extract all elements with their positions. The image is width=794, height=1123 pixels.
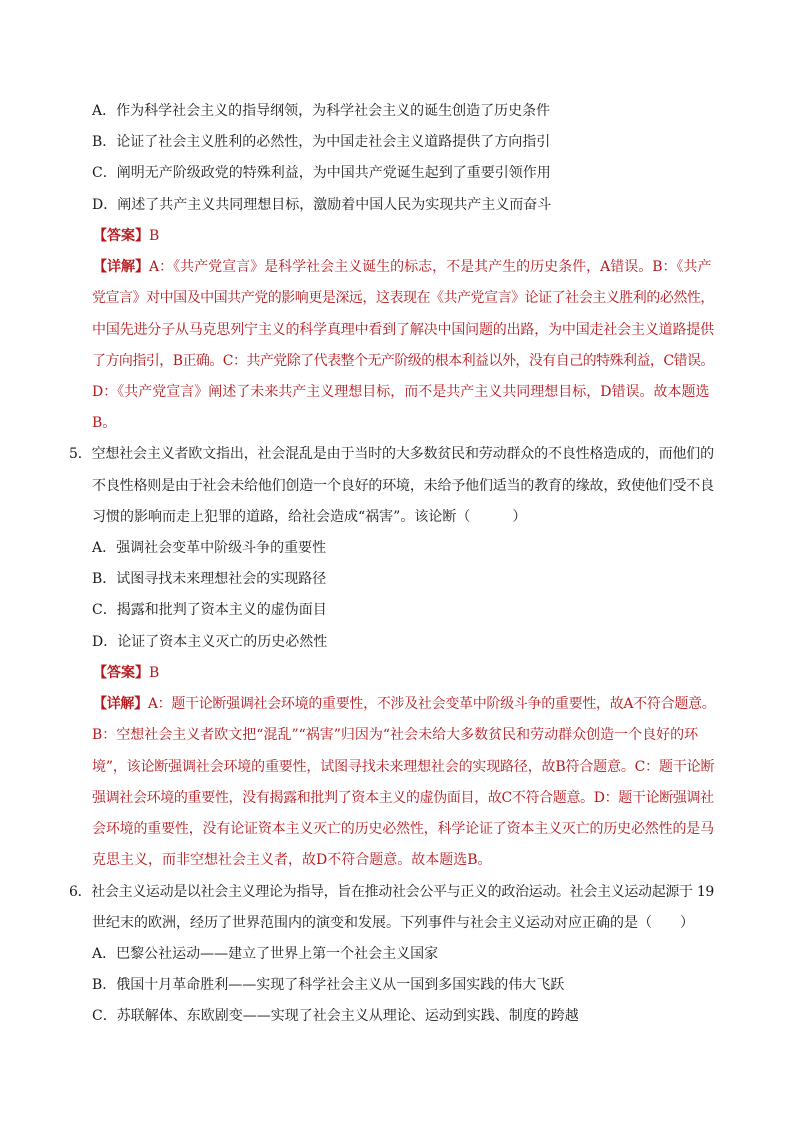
q6-stem-line-2: 世纪末的欧洲，经历了世界范围内的演变和发展。下列事件与社会主义运动对应正确的是（ ）: [92, 915, 694, 931]
q5-explanation-line-4: 强调社会环境的重要性，没有揭露和批判了资本主义的虚伪面目，故C不符合题意。D：题干论断强调社: [92, 790, 714, 806]
q4-explanation-line-6: B。: [92, 415, 117, 431]
q5-stem-line-2: 不良性格则是由于社会未给他们创造一个良好的环境，未给予他们适当的教育的缘故，致使他们受不良: [92, 478, 714, 494]
q4-option-d: D．阐述了共产主义共同理想目标，激励着中国人民为实现共产主义而奋斗: [92, 197, 552, 213]
q5-explanation-line-6: 克思主义，而非空想社会主义者，故D不符合题意。故本题选B。: [92, 852, 492, 868]
q6-option-a: A．巴黎公社运动——建立了世界上第一个社会主义国家: [92, 946, 439, 962]
q4-option-b: B．论证了社会主义胜利的必然性，为中国走社会主义道路提供了方向指引: [92, 134, 551, 150]
q5-explanation-line-2: B：空想社会主义者欧文把“混乱”“祸害”归因为“社会未给大多数贫民和劳动群众创造一个良好的环: [92, 727, 699, 743]
answer-value: B: [149, 228, 160, 244]
q5-stem-line-3: 习惯的影响而走上犯罪的道路，给社会造成“祸害”。该论断（ ）: [92, 509, 527, 525]
q6-option-b: B．俄国十月革命胜利——实现了科学社会主义从一国到多国实践的伟大飞跃: [92, 977, 565, 993]
q4-answer: [93, 226, 159, 248]
q4-option-a: A．作为科学社会主义的指导纲领，为科学社会主义的诞生创造了历史条件: [92, 103, 551, 119]
answer-label: 【答案】: [93, 665, 149, 681]
q5-option-b: B．试图寻找未来理想社会的实现路径: [92, 571, 327, 587]
q5-explanation-line-3: 境”，该论断强调社会环境的重要性，试图寻找未来理想社会的实现路径，故B符合题意。C：题干论断: [92, 759, 715, 775]
answer-label: 【答案】: [93, 228, 149, 244]
explain-label: 【详解】: [93, 696, 148, 712]
answer-value: B: [149, 665, 160, 681]
q5-stem-line-1: 5．空想社会主义者欧文指出，社会混乱是由于当时的大多数贫民和劳动群众的不良性格造成的，而他们的: [69, 446, 714, 462]
q5-option-a: A．强调社会变革中阶级斗争的重要性: [92, 540, 327, 556]
q5-option-c: C．揭露和批判了资本主义的虚伪面目: [92, 602, 327, 618]
q4-explanation-line-2: 党宣言》对中国及中国共产党的影响更是深远，这表现在《共产党宣言》论证了社会主义胜利的必然性，: [92, 290, 714, 306]
q5-explanation-line-1: [93, 694, 715, 716]
q5-answer: [93, 663, 159, 685]
q4-explanation-line-3: 中国先进分子从马克思列宁主义的科学真理中看到了解决中国问题的出路，为中国走社会主义道路提供: [92, 322, 714, 338]
explain-text: A：《共产党宣言》是科学社会主义诞生的标志，不是其产生的历史条件，A错误。B：《共产: [149, 259, 712, 275]
q4-explanation-line-1: [93, 257, 712, 279]
q4-explanation-line-5: D：《共产党宣言》阐述了未来共产主义理想目标，而不是共产主义共同理想目标，D错误。故本题选: [92, 384, 710, 400]
q6-stem-line-1: 6．社会主义运动是以社会主义理论为指导，旨在推动社会公平与正义的政治运动。社会主义运动起源于 19: [69, 884, 714, 900]
q6-option-c: C．苏联解体、东欧剧变——实现了社会主义从理论、运动到实践、制度的跨越: [92, 1008, 579, 1024]
q4-option-c: C．阐明无产阶级政党的特殊利益，为中国共产党诞生起到了重要引领作用: [92, 165, 551, 181]
explain-label: 【详解】: [93, 259, 149, 275]
q5-option-d: D．论证了资本主义灭亡的历史必然性: [92, 634, 328, 650]
explain-text: A：题干论断强调社会环境的重要性，不涉及社会变革中阶级斗争的重要性，故A不符合题意。: [147, 696, 716, 712]
q5-explanation-line-5: 会环境的重要性，没有论证资本主义灭亡的历史必然性，科学论证了资本主义灭亡的历史必然性的是马: [92, 821, 714, 837]
q4-explanation-line-4: 了方向指引，B正确。C：共产党除了代表整个无产阶级的根本利益以外，没有自己的特殊利益，C错误。: [92, 353, 714, 369]
